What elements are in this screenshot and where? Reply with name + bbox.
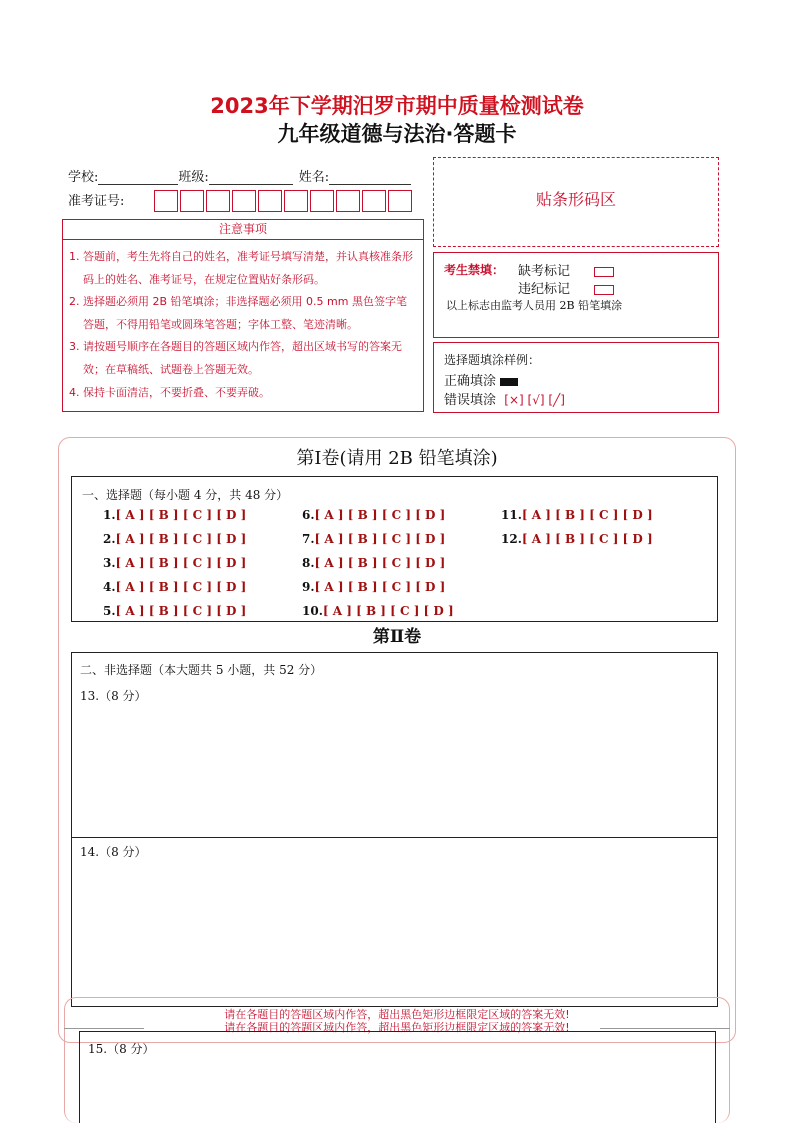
q13-answer-box[interactable]	[71, 652, 718, 838]
school-label: 学校:	[68, 170, 99, 185]
violation-label: 违纪标记	[518, 282, 571, 297]
mcq-question[interactable]: 2.[ A ] [ B ] [ C ] [ D ]	[103, 532, 247, 546]
mcq-question[interactable]: 11.[ A ] [ B ] [ C ] [ D ]	[501, 508, 653, 522]
page-title: 2023年下学期汨罗市期中质量检测试卷	[210, 94, 584, 118]
warning-text: 请在各题目的答题区域内作答，超出黑色矩形边框限定区域的答案无效!	[224, 1021, 570, 1034]
notice-panel	[62, 219, 424, 412]
section2-title: 第Ⅱ卷	[372, 627, 422, 647]
exam-id-digit[interactable]	[284, 190, 308, 212]
forbidden-panel	[433, 252, 719, 338]
fill-example-label: 选择题填涂样例：	[444, 353, 541, 367]
q14-answer-box[interactable]	[71, 837, 718, 1007]
section1-title: 第Ⅰ卷(请用 2B 铅笔填涂)	[296, 448, 498, 469]
forbidden-label: 考生禁填：	[444, 263, 505, 277]
exam-id-digit[interactable]	[258, 190, 282, 212]
class-field[interactable]	[209, 170, 293, 185]
exam-id-digit[interactable]	[206, 190, 230, 212]
mcq-question[interactable]: 5.[ A ] [ B ] [ C ] [ D ]	[103, 604, 247, 618]
mcq-question[interactable]: 9.[ A ] [ B ] [ C ] [ D ]	[302, 580, 446, 594]
notice-list	[69, 246, 417, 404]
q13-label: 13.（8 分）	[80, 689, 147, 703]
page-subtitle: 九年级道德与法治·答题卡	[277, 122, 517, 146]
mcq-heading: 一、选择题（每小题 4 分，共 48 分）	[82, 488, 289, 502]
wrong-label: 错误填涂	[444, 393, 497, 408]
violation-checkbox[interactable]	[594, 285, 614, 295]
divider-right	[600, 1028, 730, 1029]
exam-id-digit[interactable]	[154, 190, 178, 212]
correct-label: 正确填涂	[444, 374, 497, 389]
exam-id-boxes[interactable]	[154, 190, 414, 212]
mcq-question[interactable]: 12.[ A ] [ B ] [ C ] [ D ]	[501, 532, 653, 546]
wrong-marks: [×] [√] [╱]	[504, 393, 565, 407]
mcq-question[interactable]: 6.[ A ] [ B ] [ C ] [ D ]	[302, 508, 446, 522]
violation-row	[518, 278, 614, 297]
name-field[interactable]	[329, 170, 411, 185]
name-label: 姓名:	[298, 170, 330, 185]
notice-item: 3. 请按题号顺序在各题目的答题区域内作答，超出区域书写的答案无效；在草稿纸、试题卷上答题无效。	[69, 340, 402, 376]
filled-mark-icon	[500, 378, 518, 386]
notice-item: 2. 选择题必须用 2B 铅笔填涂；非选择题必须用 0.5 mm 黑色签字笔答题，不得用铅笔或圆珠笔答题；字体工整、笔迹清晰。	[69, 295, 407, 331]
class-label: 班级:	[178, 170, 209, 185]
mcq-question[interactable]: 10.[ A ] [ B ] [ C ] [ D ]	[302, 604, 454, 618]
mcq-question[interactable]: 1.[ A ] [ B ] [ C ] [ D ]	[103, 508, 247, 522]
mcq-question[interactable]: 3.[ A ] [ B ] [ C ] [ D ]	[103, 556, 247, 570]
absent-row	[518, 260, 614, 279]
forbidden-note: 以上标志由监考人员用 2B 铅笔填涂	[446, 299, 623, 312]
exam-id-digit[interactable]	[388, 190, 412, 212]
exam-id-label: 准考证号:	[68, 194, 125, 209]
exam-id-digit[interactable]	[310, 190, 334, 212]
barcode-area: 贴条形码区	[433, 157, 719, 247]
mcq-box	[71, 476, 718, 622]
warning-text-clipped: 请在各题目的答题区域内作答，超出黑色矩形边框限定区域的答案无效!	[224, 1008, 570, 1021]
mcq-question[interactable]: 7.[ A ] [ B ] [ C ] [ D ]	[302, 532, 446, 546]
exam-id-digit[interactable]	[232, 190, 256, 212]
exam-id-digit[interactable]	[336, 190, 360, 212]
exam-id-digit[interactable]	[180, 190, 204, 212]
fill-example-panel	[433, 342, 719, 413]
section2-heading: 二、非选择题（本大题共 5 小题，共 52 分）	[80, 663, 323, 677]
absent-label: 缺考标记	[518, 264, 571, 279]
school-field[interactable]	[98, 170, 178, 185]
q14-label: 14.（8 分）	[80, 845, 147, 859]
absent-checkbox[interactable]	[594, 267, 614, 277]
mcq-question[interactable]: 8.[ A ] [ B ] [ C ] [ D ]	[302, 556, 446, 570]
divider-left	[64, 1028, 144, 1029]
notice-heading: 注意事项	[63, 220, 423, 240]
student-info-row	[68, 166, 411, 185]
notice-item: 4. 保持卡面清洁，不要折叠、不要弄破。	[69, 385, 270, 399]
wrong-row	[444, 389, 565, 408]
correct-row	[444, 370, 518, 389]
q15-answer-box[interactable]	[79, 1031, 716, 1123]
mcq-question[interactable]: 4.[ A ] [ B ] [ C ] [ D ]	[103, 580, 247, 594]
q15-label: 15.（8 分）	[88, 1042, 155, 1056]
exam-id-digit[interactable]	[362, 190, 386, 212]
notice-item: 1. 答题前，考生先将自己的姓名，准考证号填写清楚，并认真核准条形码上的姓名、准考证号，在规定位置贴好条形码。	[69, 250, 413, 286]
